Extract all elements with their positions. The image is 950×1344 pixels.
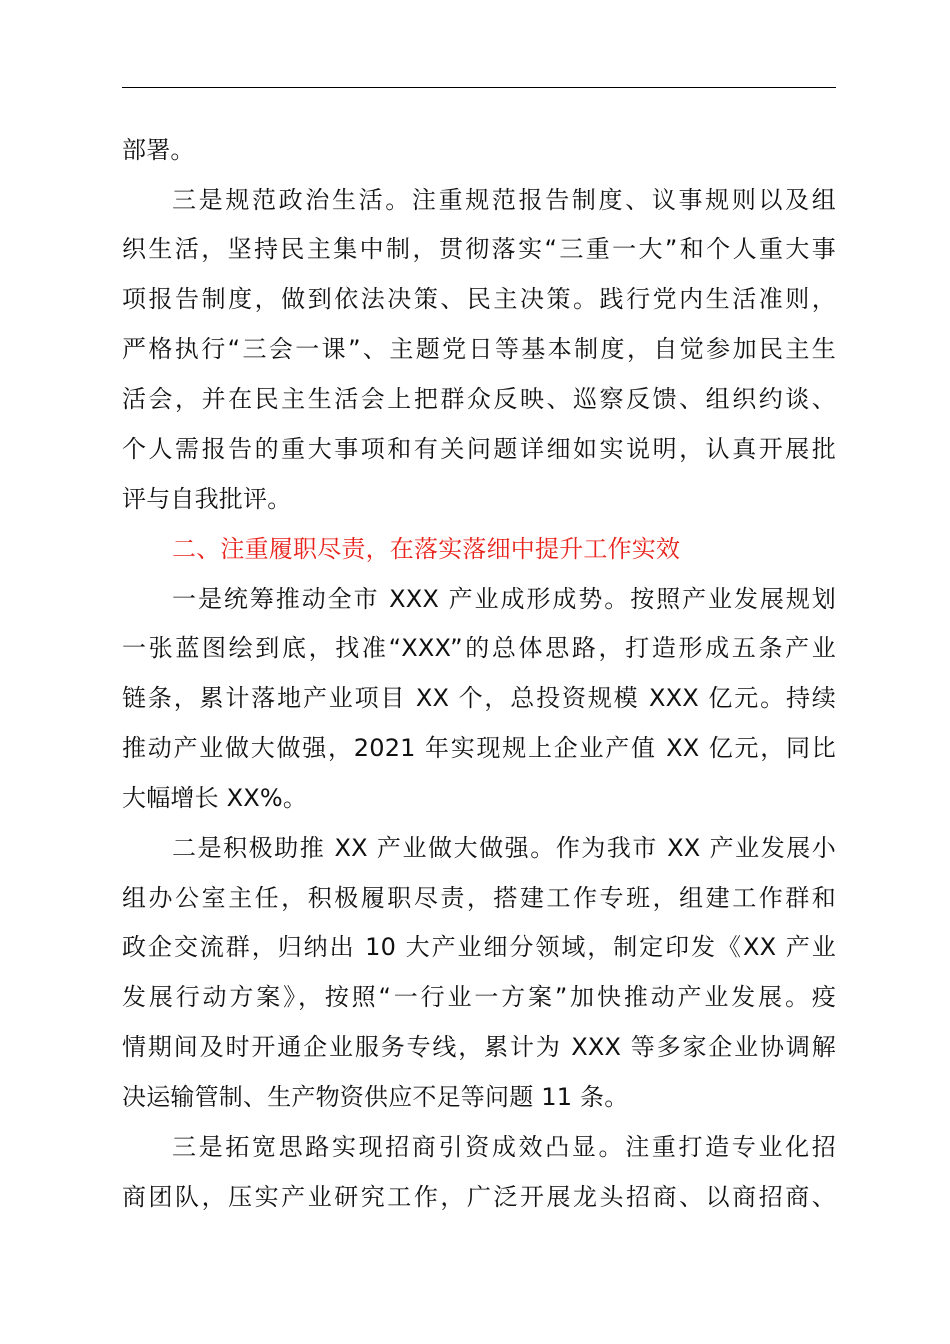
text-line: 严格执行“三会一课”、主题党日等基本制度，自觉参加民主生 [122, 335, 836, 363]
text-line: 组办公室主任，积极履职尽责，搭建工作专班，组建工作群和 [122, 884, 836, 912]
text-line: 政企交流群，归纳出 10 大产业细分领域，制定印发《XX 产业 [122, 933, 836, 961]
text-line: 链条，累计落地产业项目 XX 个，总投资规模 XXX 亿元。持续 [122, 684, 836, 712]
text-line: 个人需报告的重大事项和有关问题详细如实说明，认真开展批 [122, 435, 836, 463]
text-line: 商团队，压实产业研究工作，广泛开展龙头招商、以商招商、 [122, 1183, 836, 1211]
text-line: 二是积极助推 XX 产业做大做强。作为我市 XX 产业发展小 [172, 834, 836, 862]
text-line: 部署。 [122, 136, 195, 164]
text-line: 织生活，坚持民主集中制，贯彻落实“三重一大”和个人重大事 [122, 235, 836, 263]
text-line: 三是规范政治生活。注重规范报告制度、议事规则以及组 [172, 186, 836, 214]
text-line: 项报告制度，做到依法决策、民主决策。践行党内生活准则， [122, 285, 836, 313]
text-line: 决运输管制、生产物资供应不足等问题 11 条。 [122, 1083, 629, 1111]
text-line: 活会，并在民主生活会上把群众反映、巡察反馈、组织约谈、 [122, 385, 836, 413]
text-line: 一张蓝图绘到底，找准“XXX”的总体思路，打造形成五条产业 [122, 634, 836, 662]
section-heading: 二、注重履职尽责，在落实落细中提升工作实效 [172, 535, 681, 563]
text-line: 推动产业做大做强，2021 年实现规上企业产值 XX 亿元，同比 [122, 734, 836, 762]
text-line: 大幅增长 XX%。 [122, 784, 308, 812]
text-line: 评与自我批评。 [122, 485, 292, 513]
text-line: 情期间及时开通企业服务专线，累计为 XXX 等多家企业协调解 [122, 1033, 836, 1061]
text-line: 发展行动方案》，按照“一行业一方案”加快推动产业发展。疫 [122, 983, 836, 1011]
text-line: 一是统筹推动全市 XXX 产业成形成势。按照产业发展规划 [172, 585, 836, 613]
text-line: 三是拓宽思路实现招商引资成效凸显。注重打造专业化招 [172, 1133, 836, 1161]
header-rule [122, 87, 836, 88]
